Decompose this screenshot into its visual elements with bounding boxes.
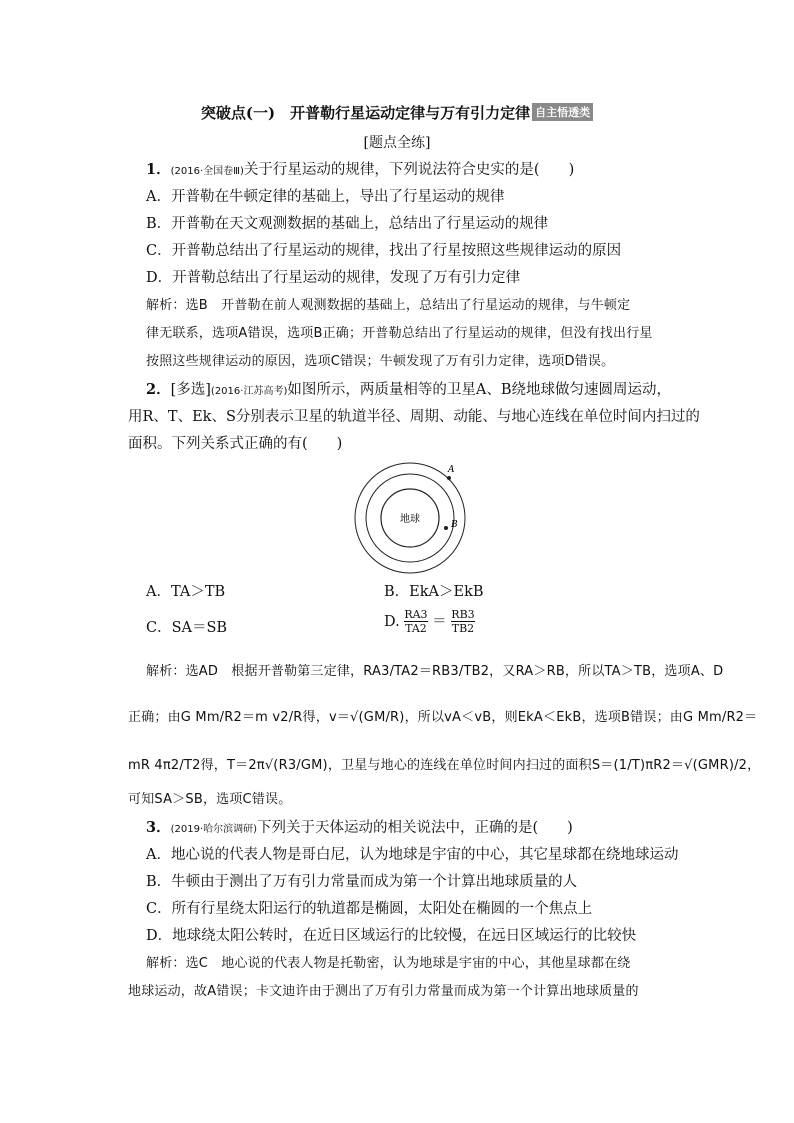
option-d-rhs-denominator: TB2 [451,622,475,635]
section-title-text: 突破点(一) 开普勒行星运动定律与万有引力定律 [200,104,531,122]
question-number: 2． [146,381,171,398]
question-source: (2016·全国卷Ⅲ) [170,166,244,177]
question-3-option-b: B．牛顿由于测出了万有引力常量而成为第一个计算出地球质量的人 [146,874,578,890]
question-2-solution-line: 正确；由G Mm/R2＝m v2/R得，v＝√(GM/R)，所以vA＜vB，则EkA＜EkB，选项B错误；由G Mm/R2＝ [128,710,758,725]
question-text: 关于行星运动的规律，下列说法符合史实的是( ) [243,162,575,178]
question-1-stem [146,160,574,182]
question-2-stem [146,380,671,402]
option-d-equals: ＝ [432,613,447,630]
question-1-solution-line: 解析：选B 开普勒在前人观测数据的基础上，总结出了行星运动的规律，与牛顿定 [146,298,631,313]
question-3-option-a: A．地心说的代表人物是哥白尼，认为地球是宇宙的中心，其它星球都在绕地球运动 [146,847,679,863]
question-1-solution-line: 按照这些规律运动的原因，选项C错误；牛顿发现了万有引力定律，选项D错误。 [146,354,615,369]
question-2-option-a: A．TA＞TB [146,584,226,600]
question-2-stem-line: 用R、T、Ek、S分别表示卫星的轨道半径、周期、动能、与地心连线在单位时间内扫过的 [128,409,700,425]
question-2-stem-line: 面积。下列关系式正确的有( ) [128,436,343,452]
question-3-solution-line: 地球运动，故A错误；卡文迪许由于测出了万有引力常量而成为第一个计算出地球质量的 [128,984,639,999]
option-d-fraction-left [404,608,427,635]
question-2-solution-line: 可知SA＞SB，选项C错误。 [128,792,292,807]
question-3-option-d: D．地球绕太阳公转时，在近日区域运行的比较慢，在远日区域运行的比较快 [146,928,637,944]
satellite-a-label: A [448,465,455,475]
option-d-fraction-right [451,608,474,635]
question-source: (2016·江苏高考) [210,386,288,397]
question-1-option-d: D．开普勒总结出了行星运动的规律，发现了万有引力定律 [146,270,521,286]
category-badge: 自主悟透类 [532,103,593,121]
section-subtitle: [题点全练] [363,135,431,151]
question-number: 3． [146,819,171,836]
question-2-option-c: C．SA＝SB [146,620,228,636]
question-1-option-b: B．开普勒在天文观测数据的基础上，总结出了行星运动的规律 [146,216,549,232]
question-2-solution-line: mR 4π2/T2得，T＝2π√(R3/GM)，卫星与地心的连线在单位时间内扫过的面积S＝(1/T)πR2＝√(GMR)/2， [128,758,761,773]
section-title [0,102,794,123]
earth-label: 地球 [400,514,420,525]
satellite-a [447,476,451,480]
question-2-option-d [384,608,475,635]
satellite-b-label: B [451,520,458,530]
orbit-diagram [352,460,472,580]
question-2-option-b: B．EkA＞EkB [384,584,484,600]
question-1-option-c: C．开普勒总结出了行星运动的规律，找出了行星按照这些规律运动的原因 [146,243,622,259]
question-source: (2019·哈尔滨调研) [170,824,258,835]
multi-choice-tag: [多选] [170,382,211,398]
option-d-rhs-numerator: RB3 [451,608,475,621]
question-3-stem [146,818,573,840]
question-3-solution-line: 解析：选C 地心说的代表人物是托勒密，认为地球是宇宙的中心，其他星球都在绕 [146,956,631,971]
question-number: 1． [146,161,171,178]
satellite-b [444,526,448,530]
option-d-prefix: D. [384,613,400,630]
question-1-option-a: A．开普勒在牛顿定律的基础上，导出了行星运动的规律 [146,189,505,205]
question-3-option-c: C．所有行星绕太阳运行的轨道都是椭圆，太阳处在椭圆的一个焦点上 [146,901,593,917]
option-d-lhs-denominator: TA2 [405,622,427,635]
question-text: 下列关于天体运动的相关说法中，正确的是( ) [257,820,573,836]
question-2-solution-line: 解析：选AD 根据开普勒第三定律，RA3/TA2＝RB3/TB2，又RA＞RB，所以TA＞TB，选项A、D [146,664,724,679]
question-text: 如图所示，两质量相等的卫星A、B绕地球做匀速圆周运动， [287,382,671,398]
option-d-lhs-numerator: RA3 [404,608,428,621]
question-1-solution-line: 律无联系，选项A错误，选项B正确；开普勒总结出了行星运动的规律，但没有找出行星 [146,326,653,341]
